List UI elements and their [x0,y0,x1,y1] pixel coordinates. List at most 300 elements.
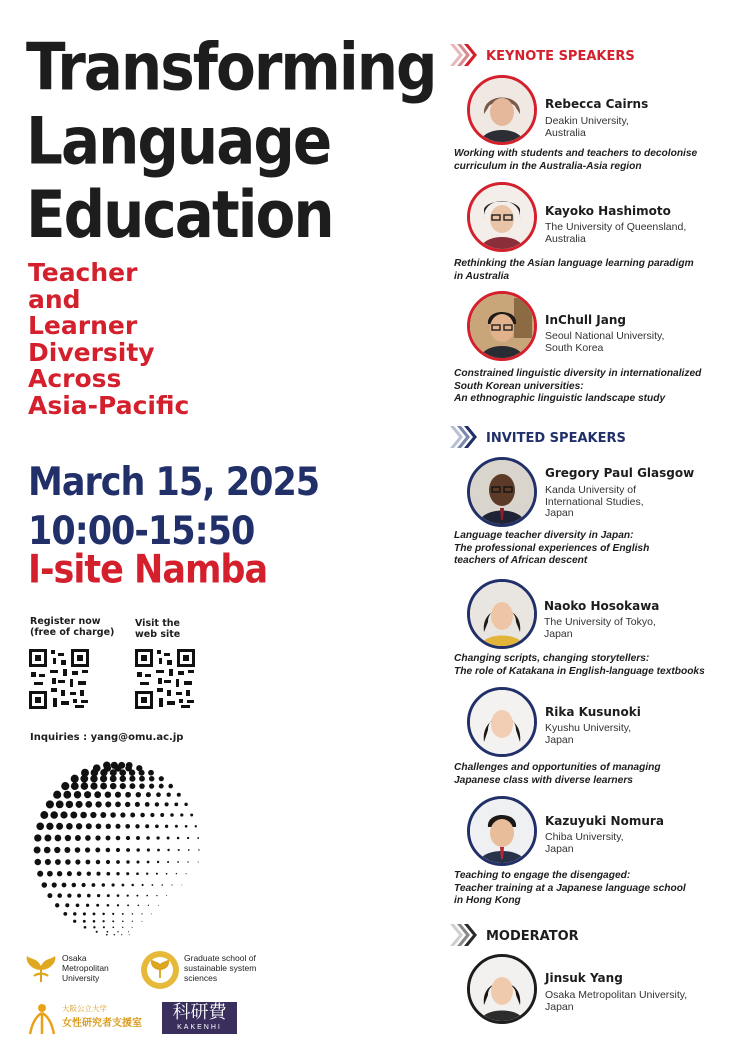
sphere-dot [81,782,89,790]
sphere-dot [132,913,134,915]
sphere-dot [57,893,62,898]
speaker-affiliation [544,617,714,640]
talk-line: curriculum in the Australia-Asia region [454,160,642,172]
speaker-name: Naoko Hosokawa [544,599,660,613]
sphere-dot [61,782,69,790]
sphere-dot [34,834,41,841]
sphere-dot [112,883,115,886]
talk-line: The professional experiences of English [454,542,650,554]
sphere-dot [102,920,104,922]
sphere-dot [156,873,158,875]
sphere-dot [62,883,67,888]
speaker-affiliation [545,723,715,746]
sphere-dot [122,921,124,923]
sphere-dot [116,860,120,864]
sphere-dot [190,814,193,817]
sphere-dot [155,802,159,806]
title-line: Language [26,102,331,179]
sphere-dot [129,770,135,776]
affiliation-line: Japan [545,733,574,746]
sphere-dot [119,769,126,776]
sphere-dot [188,849,190,851]
register-label-line1: Register now [30,616,101,627]
sphere-dot [73,920,76,923]
sphere-dot [106,872,110,876]
speaker-affiliation [545,222,715,245]
sphere-dot [76,801,83,808]
sphere-dot [150,813,154,817]
sphere-dot [86,823,92,829]
sphere-dot [71,782,79,790]
sphere-dot [95,835,100,840]
chevron-arrows-icon [450,424,478,450]
sphere-dot [156,836,159,839]
sphere-dot [126,860,129,863]
sphere-dot [60,811,67,818]
sphere-dot [157,861,159,863]
sphere-dot [156,895,157,896]
sphere-dot [72,883,77,888]
sphere-dot [45,859,51,865]
affiliation-line: Japan [545,507,574,519]
talk-line: Rethinking the Asian language learning paradigm [454,258,694,269]
sphere-dot [94,791,101,798]
affiliation-line: Chiba University, [545,831,624,843]
omu-line: University [62,973,100,983]
sphere-dot [91,883,95,887]
subtitle-line: Learner [28,311,138,340]
grad-line: sustainable system [184,963,257,973]
affiliation-line: Australia [545,232,586,245]
women-jp-line: 女性研究者支援室 [62,1018,142,1029]
sphere-dot [145,802,150,807]
sphere-dot [106,934,108,936]
talk-line: Challenges and opportunities of managing [454,762,661,773]
sphere-dot [117,931,118,932]
sphere-dot [165,802,169,806]
sphere-dot [131,884,134,887]
omu-line: Metropolitan [62,963,109,973]
sphere-dot [122,927,123,928]
register-label [30,616,114,638]
sphere-dot [67,871,72,876]
sphere-dot [129,934,130,935]
sphere-dot [136,860,139,863]
sphere-dot [84,791,91,798]
sphere-dot [126,836,130,840]
sphere-dot [107,931,109,933]
sphere-dot [77,871,82,876]
sphere-dot [90,783,97,790]
sphere-dot [149,783,154,788]
sphere-dot [127,894,129,896]
affiliation-line: Osaka Metropolitan University, [545,989,688,1001]
sphere-dot [116,872,119,875]
avatar [467,687,537,757]
affiliation-line: Japan [545,1000,574,1013]
sphere-dot [156,792,161,797]
sphere-dot [115,802,121,808]
sphere-dot [44,847,51,854]
sphere-dot [75,835,81,841]
sphere-dot [147,861,150,864]
speaker-affiliation [545,832,715,855]
affiliation-line: Japan [544,627,573,640]
sphere-dot [53,791,61,799]
sphere-dot [136,848,140,852]
sphere-dot [187,837,189,839]
sphere-dot [96,860,100,864]
invited-heading: INVITED SPEAKERS [486,431,626,446]
sphere-dot [105,801,111,807]
sphere-dot [120,783,126,789]
sphere-dot [139,770,145,776]
affiliation-line: Japan [545,842,574,855]
talk-line: Changing scripts, changing storytellers: [454,653,650,664]
speaker-affiliation [545,331,715,354]
sphere-dot [76,903,80,907]
sphere-dot [195,825,197,827]
sphere-dot [76,823,82,829]
sphere-dot [198,861,199,862]
sphere-dot [149,776,154,781]
sphere-dot [121,934,122,935]
talk-title [454,653,744,678]
graduate-school-seal-icon [140,950,180,990]
sphere-dot [121,884,124,887]
sphere-dot [65,835,71,841]
talk-line: Teaching to engage the disengaged: [454,870,631,881]
talk-line: Language teacher diversity in Japan: [454,530,634,541]
sphere-dot [166,895,167,896]
sphere-dot [130,813,135,818]
sphere-dot [86,904,89,907]
omu-line: Osaka [62,953,87,963]
sphere-dot [177,861,179,863]
sphere-dot [167,861,169,863]
title-line: Education [26,176,333,253]
sphere-dot [129,776,135,782]
speaker-affiliation [545,116,715,139]
sphere-dot [115,792,121,798]
sphere-dot [136,792,141,797]
sphere-dot [93,920,96,923]
sphere-dot [167,837,170,840]
sphere-dot [157,849,160,852]
sphere-dot [85,860,90,865]
kakenhi-logo [162,1002,237,1034]
talk-line: An ethnographic linguistic landscape study [454,393,666,404]
sphere-dot [140,813,145,818]
sphere-dot [159,784,164,789]
sphere-dot [75,859,80,864]
sphere-dot [77,894,81,898]
sphere-dot [132,927,133,928]
sphere-dot [80,812,87,819]
speaker-name: InChull Jang [545,313,626,327]
sphere-dot [185,825,188,828]
talk-line: teachers of African descent [454,555,588,566]
sphere-dot [54,847,60,853]
sphere-dot [165,825,168,828]
affiliation-line: Australia [545,126,586,139]
sphere-dot [55,859,61,865]
sphere-dot [136,836,140,840]
sphere-dot [155,824,159,828]
sphere-dot [110,812,116,818]
sphere-dot [151,913,152,914]
speaker-name: Rika Kusunoki [545,705,641,719]
avatar [467,796,537,866]
sphere-dot [122,913,124,915]
sphere-dot [67,893,71,897]
sphere-dot [129,783,135,789]
affiliation-line: Deakin University, [545,115,629,127]
sphere-dot [35,859,42,866]
sphere-dot [85,835,91,841]
kakenhi-jp: 科研費 [172,1002,227,1023]
sphere-dot [96,872,100,876]
moderator-affiliation [545,990,715,1013]
sphere-dot [148,770,154,776]
sphere-dot [112,920,114,922]
chevron-arrows-icon [450,42,478,68]
title-line: Transforming [26,28,436,106]
sphere-dot [96,904,99,907]
omu-logo-text [62,953,109,983]
sphere-dot [103,926,105,928]
sphere-dot [117,894,120,897]
sphere-dot [65,903,69,907]
sphere-dot [65,859,71,865]
sphere-dot [120,812,125,817]
event-venue: I-site Namba [28,548,268,593]
sphere-dot [73,912,77,916]
sphere-dot [84,926,87,929]
event-time: 10:00-15:50 [28,509,255,555]
sphere-dot [100,812,106,818]
sphere-dot [97,894,100,897]
sphere-dot [37,871,43,877]
sphere-dot [95,801,101,807]
sphere-dot [75,847,81,853]
sphere-dot [178,849,180,851]
inquiries-email[interactable]: Inquiries : yang@omu.ac.jp [30,732,184,743]
avatar [467,291,537,361]
register-qr-code-icon[interactable] [28,648,90,710]
avatar [467,75,537,145]
sphere-dot [148,905,149,906]
subtitle-line: Asia-Pacific [28,390,190,420]
sphere-dot [102,913,105,916]
talk-title [454,762,744,787]
sphere-dot [87,894,91,898]
sphere-dot [66,801,73,808]
subtitle-line: Across [28,364,122,393]
affiliation-line: International Studies, [545,495,644,508]
talk-title [454,870,744,908]
subtitle-line: and [28,284,81,314]
sphere-dot [115,824,120,829]
sphere-dot [42,882,48,888]
sphere-dot [171,884,172,885]
sphere-dot [166,873,168,875]
sphere-dot [168,784,173,789]
sphere-dot [63,912,67,916]
grad-line: sciences [184,973,218,983]
sphere-dot [93,926,95,928]
sphere-dot [64,847,70,853]
sphere-dot [126,872,129,875]
ginkgo-logo-icon [22,952,60,986]
talk-title [454,258,744,283]
sphere-dot [83,912,86,915]
talk-line: The role of Katakana in English-language textbooks [454,665,705,677]
subtitle-line: Diversity [28,337,155,367]
sphere-dot [110,783,117,790]
sphere-dot [158,905,159,906]
sphere-dot [87,872,91,876]
sphere-dot [83,920,86,923]
sphere-dot [110,775,117,782]
sphere-dot [137,904,139,906]
sphere-dot [177,793,181,797]
sphere-dot [40,811,48,819]
sphere-dot [46,800,54,808]
talk-line: in Australia [454,270,510,282]
sphere-dot [70,812,77,819]
avatar [467,182,537,252]
sphere-dot [120,775,126,781]
sphere-dot [146,792,151,797]
avatar [467,457,537,527]
talk-line: in Hong Kong [454,895,521,906]
sphere-dot [117,904,119,906]
sphere-dot [170,813,174,817]
sphere-dot [85,847,90,852]
sphere-dot [44,835,51,842]
speaker-name: Kayoko Hashimoto [545,204,671,218]
sphere-dot [177,837,180,840]
dotted-sphere-icon [28,760,208,940]
sphere-dot [106,860,110,864]
sphere-dot [141,913,142,914]
talk-title [454,148,744,173]
sphere-dot [116,848,120,852]
sphere-dot [56,801,64,809]
sphere-dot [180,813,183,816]
sphere-dot [90,812,96,818]
sphere-dot [142,921,143,922]
sphere-dot [106,824,111,829]
grad-line: Graduate school of [184,953,256,963]
sphere-dot [146,873,148,875]
talk-line: South Korean universities: [454,380,584,392]
sphere-dot [63,791,71,799]
sphere-dot [146,836,150,840]
sphere-dot [139,776,145,782]
sphere-dot [146,895,148,897]
sphere-dot [112,913,114,915]
event-title [26,28,436,253]
sphere-dot [95,848,100,853]
sphere-dot [96,931,98,933]
sphere-dot [125,802,130,807]
sphere-dot [161,884,163,886]
sphere-dot [100,775,107,782]
grad-school-text [184,953,256,983]
website-label-line1: Visit the [135,618,180,629]
sphere-dot [56,823,63,830]
register-label-line2: (free of charge) [30,627,115,638]
sphere-dot [176,873,177,874]
sphere-dot [167,849,169,851]
talk-line: Working with students and teachers to decolonise [454,148,698,159]
website-qr-code-icon[interactable] [134,648,196,710]
sphere-dot [160,813,164,817]
sphere-dot [102,883,106,887]
sphere-dot [112,926,114,928]
sphere-dot [47,871,53,877]
sphere-dot [85,801,92,808]
sphere-dot [186,873,187,874]
women-researcher-text [62,1003,142,1029]
speaker-affiliation [545,485,715,520]
sphere-dot [175,825,178,828]
sphere-dot [198,849,199,850]
subtitle-line: Teacher [28,258,138,287]
women-researcher-logo-icon [24,1002,60,1036]
talk-line: Japanese class with diverse learners [454,774,633,786]
talk-line: Teacher training at a Japanese language school [454,882,686,894]
sphere-dot [139,783,145,789]
sphere-dot [36,822,44,830]
sphere-dot [80,775,88,783]
sphere-dot [107,904,110,907]
sphere-dot [135,824,139,828]
sphere-dot [52,882,57,887]
talk-title [454,368,744,406]
sphere-dot [135,802,140,807]
sphere-dot [107,894,110,897]
sphere-dot [106,836,111,841]
kakenhi-en: KAKENHI [177,1024,222,1031]
moderator-heading: MODERATOR [486,929,579,944]
avatar [467,579,537,649]
speaker-name: Gregory Paul Glasgow [545,466,695,480]
sphere-dot [90,775,97,782]
sphere-dot [71,775,79,783]
sphere-dot [132,921,133,922]
talk-title [454,530,744,568]
keynote-heading: KEYNOTE SPEAKERS [486,49,635,64]
chevron-arrows-icon [450,922,478,948]
sphere-dot [106,848,111,853]
sphere-dot [127,904,129,906]
sphere-dot [105,791,111,797]
sphere-dot [136,872,139,875]
sphere-dot [55,835,62,842]
sphere-dot [110,769,117,776]
sphere-dot [151,884,153,886]
sphere-dot [125,824,130,829]
sphere-dot [96,823,102,829]
sphere-dot [55,903,59,907]
speaker-name: Kazuyuki Nomura [545,814,664,828]
sphere-dot [126,848,130,852]
sphere-dot [147,848,150,851]
talk-line: Constrained linguistic diversity in internationalized [454,368,702,379]
